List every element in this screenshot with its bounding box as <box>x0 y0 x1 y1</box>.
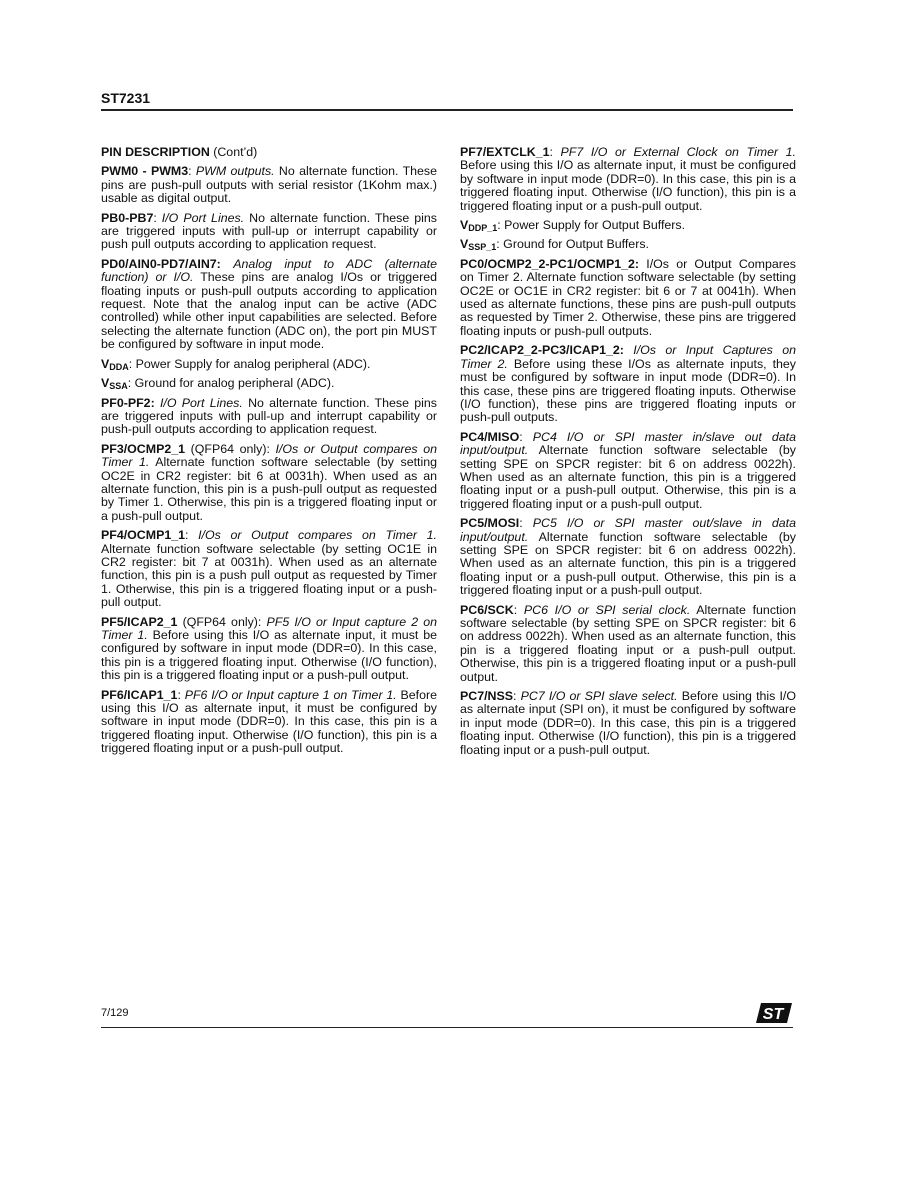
pin-name: PF3/OCMP2_1 <box>101 441 186 456</box>
pin-text: Alternate function software selectable (by setting OC1E in CR2 register: bit 7 at 0031h). When used as an alternate function, this pin is a push pull output as requested by Timer 1. Otherwise, this pin is a triggered floating input or a push-pull output. <box>101 541 437 610</box>
pin-function: PC6 I/O or SPI serial clock. <box>523 602 691 617</box>
pin-function: PF6 I/O or Input capture 1 on Timer 1. <box>184 687 397 702</box>
pin-description-para <box>101 258 437 352</box>
pin-description-para <box>460 238 796 251</box>
pin-separator: : <box>519 516 533 531</box>
pin-name: PC7/NSS <box>460 689 514 704</box>
st-logo-text: ST <box>762 1006 784 1023</box>
pin-text: Before using this I/O as alternate input, it must be configured by software in input mode (DDR=0). In this case, this pin is a triggered floating input. Otherwise (I/O function), this pin is a triggered floating input or a push-pull output. <box>460 158 796 213</box>
pin-function: PC5 I/O or SPI master out/slave in data input/output. <box>460 516 797 544</box>
pin-description-para <box>460 604 796 684</box>
right-column <box>460 146 796 763</box>
pin-name: PD0/AIN0-PD7/AIN7: <box>101 256 221 271</box>
pin-function: PWM outputs. <box>195 164 275 179</box>
pin-text: Before using these I/Os as alternate inputs, they must be configured by software in input mode (DDR=0). In this case, these pins are triggered floating inputs. Otherwise (I/O function), these pins are triggered floating inputs or push-pull outputs. <box>460 356 796 425</box>
section-heading-para <box>101 146 437 159</box>
pin-name: PF6/ICAP1_1 <box>101 687 178 702</box>
pin-name: PC2/ICAP2_2-PC3/ICAP1_2: <box>460 343 624 358</box>
pin-description-para <box>460 344 796 424</box>
pin-name: PC4/MISO <box>460 429 520 444</box>
pin-separator: (QFP64 only): <box>177 614 267 629</box>
pin-name: PF5/ICAP2_1 <box>101 614 178 629</box>
pin-text: These pins are analog I/Os or triggered floating inputs or push-pull outputs according to application request. Note that the analog input can be active (ADC controlled) while other input capabilities are selected. Before selecting the alternate function (ADC on), the port pin MUST be configured by software in input mode. <box>101 270 437 352</box>
pin-function: PC4 I/O or SPI master in/slave out data input/output. <box>460 429 797 458</box>
pin-text: I/Os or Output Compares on Timer 2. Alternate function software selectable (by setting OC2E or OC1E in CR2 register: bit 6 or 7 at 0041h). When used as alternate functions, these pins are push-pull outputs as requested by Timer 2. Otherwise, these pins are triggered floating inputs or push-pull outputs. <box>460 256 796 338</box>
pin-function: PF7 I/O or External Clock on Timer 1. <box>560 145 796 159</box>
pin-text: No alternate function. These pins are push-pull outputs with serial resistor (1Kohm max.) usable as digital output. <box>101 164 438 206</box>
pin-name: PC0/OCMP2_2-PC1/OCMP1_2: <box>460 256 640 271</box>
pin-text: : Power Supply for analog peripheral (ADC). <box>128 356 371 371</box>
pin-description-para <box>101 212 437 252</box>
pin-function: I/Os or Output compares on Timer 1. <box>198 528 437 543</box>
pin-function: I/O Port Lines. <box>159 395 243 410</box>
pin-name: PWM0 - PWM3 <box>101 164 189 179</box>
pin-name: PF0-PF2: <box>101 395 155 410</box>
st-logo <box>756 1003 792 1023</box>
pin-description-para <box>101 529 437 609</box>
pin-name: PF4/OCMP1_1 <box>101 528 186 543</box>
pin-description-para <box>460 219 796 232</box>
pin-separator: : <box>185 528 199 543</box>
pin-text: Alternate function software selectable (by setting SPE on SPCR register: bit 6 on address 0022h). When used as an alternate function, this pin is a triggered floating input or a push-pull output. Otherwise, this pin is a triggered floating input or a push-pull output. <box>460 602 796 684</box>
pin-separator: : <box>519 429 533 444</box>
pin-description-para <box>460 146 796 213</box>
pin-function: Analog input to ADC (alternate function) or I/O. <box>101 256 437 285</box>
pin-name: V <box>460 218 469 233</box>
pin-text: Before using this I/O as alternate input (SPI on), it must be configured by software in input mode (DDR=0). In this case, this pin is a triggered floating input. Otherwise (I/O function), this pin is a triggered floating input or a push-pull output. <box>460 689 796 757</box>
pin-text: : Ground for analog peripheral (ADC). <box>127 376 335 391</box>
section-heading: PIN DESCRIPTION <box>101 145 210 159</box>
pin-text: No alternate function. These pins are triggered inputs with pull-up and interrupt capability or push-pull outputs according to application request. <box>101 395 437 437</box>
pin-name: V <box>101 356 110 371</box>
left-column <box>101 146 437 762</box>
pin-separator: : <box>513 689 521 704</box>
pin-separator: (QFP64 only): <box>185 441 276 456</box>
pin-separator <box>221 257 233 271</box>
pin-function: I/O Port Lines. <box>161 210 245 225</box>
pin-text: Before using this I/O as alternate input, it must be configured by software in input mode (DDR=0). In this case, this pin is a triggered floating input. Otherwise (I/O function), this pin is a triggered floating input or a push-pull output. <box>101 628 438 683</box>
pin-description-para <box>101 358 437 371</box>
pin-text: Alternate function software selectable (by setting OC2E in CR2 register: bit 6 at 0031h). When used as an alternate function, this pin is a push-pull output as requested by Timer 1. Otherwise, this pin is a triggered floating input or a push-pull output. <box>101 455 438 523</box>
pin-text: Before using this I/O as alternate input, it must be configured by software in input mode (DDR=0). In this case, this pin is a triggered floating input. Otherwise (I/O function), this pin is a triggered floating input or a push-pull output. <box>101 687 437 756</box>
pin-text: : Power Supply for Output Buffers. <box>497 218 686 233</box>
pin-name: PF7/EXTCLK_1 <box>460 145 550 159</box>
header-rule <box>101 109 793 111</box>
pin-separator <box>624 343 633 357</box>
pin-subscript: DDP_1 <box>468 223 498 234</box>
pin-description-para <box>460 517 796 597</box>
document-title: ST7231 <box>101 90 151 106</box>
pin-description-para <box>101 397 437 437</box>
pin-separator: : <box>549 145 561 159</box>
pin-separator: : <box>188 164 196 179</box>
pin-description-para <box>460 431 796 511</box>
pin-description-para <box>101 377 437 390</box>
section-heading-cont: (Cont’d) <box>209 145 258 159</box>
pin-subscript: SSA <box>109 381 128 392</box>
pin-function: I/Os or Input Captures on Timer 2. <box>460 343 797 371</box>
pin-description-para <box>101 443 437 523</box>
pin-function: PC7 I/O or SPI slave select. <box>520 689 678 704</box>
pin-subscript: SSP_1 <box>468 242 497 253</box>
pin-name: PC5/MOSI <box>460 516 520 531</box>
pin-separator: : <box>513 602 524 617</box>
pin-description-para <box>101 165 437 205</box>
pin-text: : Ground for Output Buffers. <box>496 237 649 252</box>
pin-description-para <box>101 616 437 683</box>
pin-text: Alternate function software selectable (by setting SPE on SPCR register: bit 6 on address 0022h). When used as an alternate function, this pin is a triggered floating input or a push-pull output. Otherwise, this pin is a triggered floating input or a push-pull output. <box>460 529 796 598</box>
pin-separator: : <box>153 210 162 225</box>
pin-name: V <box>101 376 110 391</box>
page-number: 7/129 <box>101 1007 129 1019</box>
pin-description-para <box>101 689 437 756</box>
pin-subscript: DDA <box>109 361 129 372</box>
pin-name: PB0-PB7 <box>101 210 154 225</box>
pin-description-para <box>460 690 796 757</box>
pin-name: PC6/SCK <box>460 602 514 617</box>
footer-rule <box>101 1027 793 1028</box>
pin-text: Alternate function software selectable (by setting SPE on SPCR register: bit 6 on address 0022h). When used as an alternate function, this pin is a triggered floating input or a push-pull output. Otherwise, this pin is a triggered floating input or a push-pull output. <box>460 443 796 511</box>
pin-text: No alternate function. These pins are triggered inputs with pull-up or interrupt capability or push pull outputs according to application request. <box>101 210 437 252</box>
pin-description-para <box>460 258 796 338</box>
pin-separator: : <box>177 687 185 702</box>
pin-function: PF5 I/O or Input capture 2 on Timer 1. <box>101 614 437 642</box>
pin-function: I/Os or Output compares on Timer 1. <box>101 441 437 470</box>
pin-name: V <box>460 237 469 252</box>
